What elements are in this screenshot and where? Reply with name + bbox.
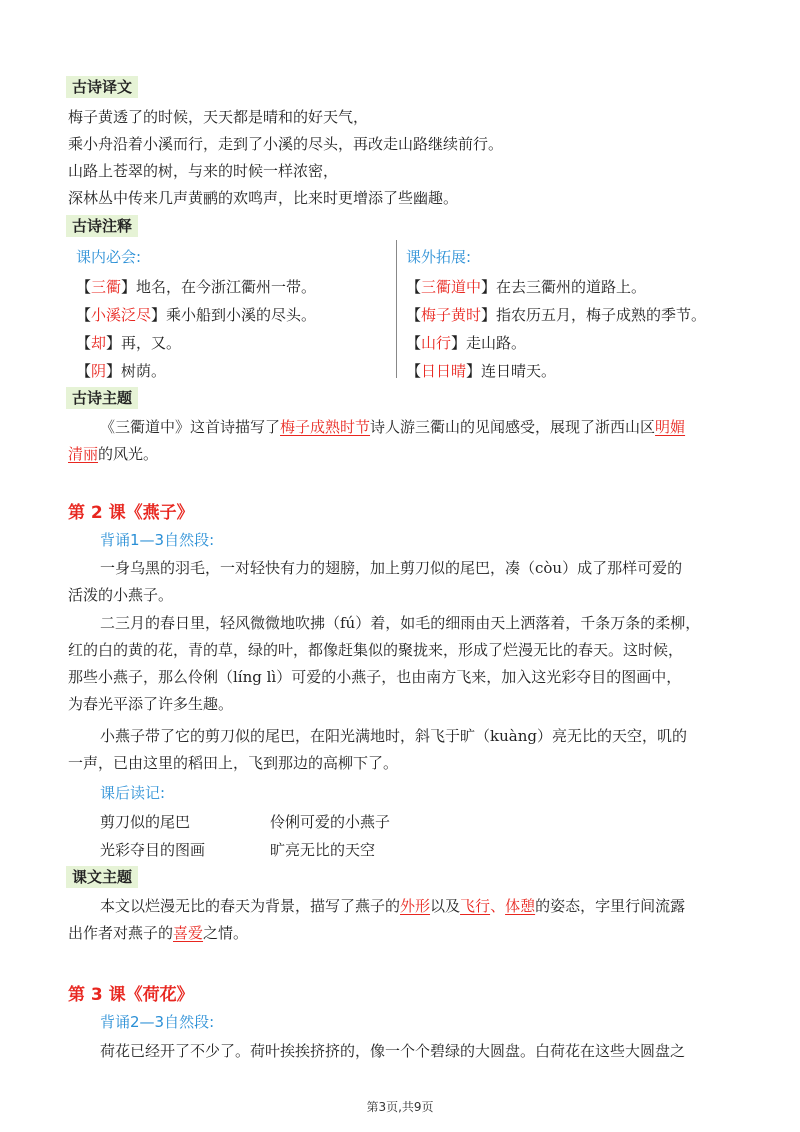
note-item: 【日日晴】连日晴天。 — [406, 362, 557, 380]
translation-line: 山路上苍翠的树，与来的时候一样浓密， — [68, 162, 339, 180]
theme-text: 诗人游三衢山的见闻感受，展现了浙西山区 — [370, 418, 656, 436]
theme-keyword: 体憩 — [505, 897, 536, 915]
note-term: 三衢道中 — [421, 278, 482, 296]
text-line: 二三月的春日里，轻风微微地吹拂（fú）着，如毛的细雨由天上洒落着，千条万条的柔柳， — [100, 614, 701, 632]
theme-text: 的风光。 — [98, 445, 159, 463]
note-term: 日日晴 — [421, 362, 467, 380]
reading-phrase: 光彩夺目的图画 — [100, 841, 206, 859]
note-term: 梅子黄时 — [421, 306, 482, 324]
note-desc: 乘小船到小溪的尽头。 — [166, 306, 317, 324]
note-item: 【山行】走山路。 — [406, 334, 527, 352]
lesson-3-title: 第 3 课《荷花》 — [68, 985, 194, 1005]
lesson-2-reading-label: 课后读记: — [100, 784, 166, 802]
theme-line — [68, 922, 248, 943]
note-desc: 在去三衢州的道路上。 — [496, 278, 647, 296]
note-item: 【阴】树荫。 — [76, 362, 167, 380]
section-heading-text-theme: 课文主题 — [66, 866, 138, 888]
notes-left-title: 课内必会: — [76, 248, 142, 266]
theme-text: 的姿态，字里行间流露 — [535, 897, 686, 915]
note-term: 却 — [91, 334, 107, 352]
page-number: 第3页,共9页 — [366, 1100, 434, 1114]
note-term: 阴 — [91, 362, 107, 380]
theme-keyword: 飞行 — [460, 897, 491, 915]
theme-text: 出作者对燕子的 — [68, 924, 174, 942]
note-desc: 再，又。 — [121, 334, 182, 352]
lesson-2-recite-label: 背诵1—3自然段: — [100, 531, 215, 549]
theme-keyword: 喜爱 — [173, 924, 204, 942]
text-line: 一声，已由这里的稻田上，飞到那边的高柳下了。 — [68, 754, 399, 772]
text-line: 小燕子带了它的剪刀似的尾巴，在阳光满地时，斜飞于旷（kuàng）亮无比的天空，叽的 — [100, 727, 687, 745]
text-line: 一身乌黑的羽毛，一对轻快有力的翅膀，加上剪刀似的尾巴，凑（còu）成了那样可爱的 — [100, 559, 683, 577]
translation-line: 梅子黄透了的时候，天天都是晴和的好天气， — [68, 108, 369, 126]
section-heading-theme: 古诗主题 — [66, 387, 138, 409]
notes-right-title: 课外拓展: — [406, 248, 472, 266]
note-term: 小溪泛尽 — [91, 306, 152, 324]
reading-phrase: 剪刀似的尾巴 — [100, 813, 191, 831]
text-line: 红的白的黄的花，青的草，绿的叶，都像赶集似的聚拢来，形成了烂漫无比的春天。这时候， — [68, 641, 684, 659]
note-desc: 走山路。 — [466, 334, 527, 352]
translation-line: 深林丛中传来几声黄鹂的欢鸣声，比来时更增添了些幽趣。 — [68, 189, 459, 207]
note-desc: 连日晴天。 — [481, 362, 557, 380]
section-heading-translation: 古诗译文 — [66, 76, 138, 98]
theme-keyword: 外形 — [400, 897, 431, 915]
text-line: 那些小燕子，那么伶俐（líng lì）可爱的小燕子，也由南方飞来，加入这光彩夺目的图画中， — [68, 668, 682, 686]
theme-keyword: 清丽 — [68, 445, 99, 463]
reading-phrase: 旷亮无比的天空 — [270, 841, 376, 859]
reading-phrase: 伶俐可爱的小燕子 — [270, 813, 391, 831]
lesson-3-recite-label: 背诵2—3自然段: — [100, 1013, 215, 1031]
theme-text: 《三衢道中》这首诗描写了 — [100, 418, 281, 436]
note-term: 山行 — [421, 334, 452, 352]
theme-text: 之情。 — [203, 924, 249, 942]
theme-keyword: 明媚 — [655, 418, 686, 436]
note-item: 【却】再，又。 — [76, 334, 182, 352]
note-item: 【三衢】地名，在今浙江衢州一带。 — [76, 278, 317, 296]
note-item: 【梅子黄时】指农历五月，梅子成熟的季节。 — [406, 306, 707, 324]
theme-text: 以及 — [430, 897, 461, 915]
translation-line: 乘小舟沿着小溪而行，走到了小溪的尽头，再改走山路继续前行。 — [68, 135, 504, 153]
theme-text: 本文以烂漫无比的春天为背景，描写了燕子的 — [100, 897, 401, 915]
lesson-2-title: 第 2 课《燕子》 — [68, 503, 194, 523]
text-line: 荷花已经开了不少了。荷叶挨挨挤挤的，像一个个碧绿的大圆盘。白荷花在这些大圆盘之 — [100, 1042, 686, 1060]
theme-punct: 、 — [490, 897, 506, 915]
column-divider — [396, 240, 397, 378]
note-desc: 指农历五月，梅子成熟的季节。 — [496, 306, 707, 324]
note-term: 三衢 — [91, 278, 122, 296]
section-heading-notes: 古诗注释 — [66, 215, 138, 237]
text-line: 活泼的小燕子。 — [68, 586, 174, 604]
theme-keyword: 梅子成熟时节 — [280, 418, 371, 436]
notes-table — [66, 240, 734, 378]
theme-line — [68, 443, 158, 464]
theme-line — [100, 895, 685, 916]
note-desc: 树荫。 — [121, 362, 167, 380]
theme-line — [100, 416, 685, 437]
note-desc: 地名，在今浙江衢州一带。 — [136, 278, 317, 296]
note-item: 【小溪泛尽】乘小船到小溪的尽头。 — [76, 306, 317, 324]
note-item: 【三衢道中】在去三衢州的道路上。 — [406, 278, 647, 296]
text-line: 为春光平添了许多生趣。 — [68, 695, 234, 713]
